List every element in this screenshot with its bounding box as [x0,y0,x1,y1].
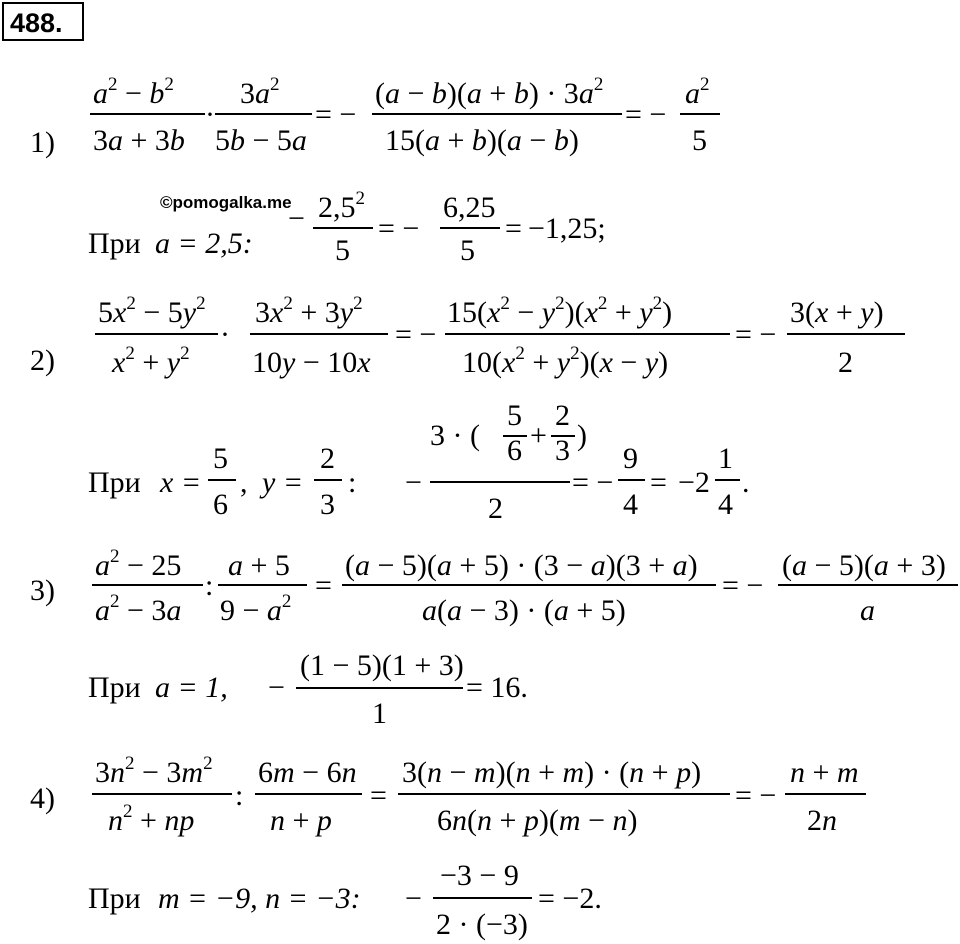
svg-text:= −: = − [315,98,357,131]
item-1-cond: a = 2,5: [155,227,253,260]
item-2-cond-x: x = [160,466,202,499]
item-2-result: −2 [678,466,710,499]
svg-text:(a − b)(a + b) · 3a2: $(a - b)(a + b) \cdot 3a^2$ [375,74,604,110]
svg-text::: : [348,466,357,499]
svg-text:2: 2 [320,442,335,475]
item-3-cond: a = 1, [155,671,228,704]
svg-text:15(x2 − y2)(x2 + y2): $15(x^2 - y^2)(x^2 + y^2)$ [447,293,673,329]
svg-text:2,52: $2,5^2$ [318,188,365,224]
svg-text:5: 5 [460,234,475,267]
item-3-result: = 16. [466,671,528,704]
item-4-label: 4) [30,782,55,815]
svg-text:a(a − 3) · (a + 5): a(a − 3) · (a + 5) [422,594,626,627]
svg-text:=: = [505,212,522,245]
item-4 [30,753,866,941]
item-2-label: 2) [30,344,55,377]
svg-text:,: , [240,466,248,499]
svg-text:−: − [288,202,305,235]
svg-text:2: 2 [488,492,503,525]
svg-text:a: a [860,594,875,627]
svg-text:·: · [205,98,215,131]
svg-text:1: 1 [718,442,733,475]
svg-text:6: 6 [213,488,228,521]
item-3-formula [92,546,958,627]
svg-text:n + p: n + p [270,804,332,837]
svg-text:6,25: 6,25 [443,191,496,224]
svg-text:9: 9 [623,442,638,475]
item-1-cond-text: При [88,227,141,260]
svg-text:·: · [220,318,230,351]
svg-text:2 · (−3): 2 · (−3) [436,908,528,941]
svg-text:= −: = − [735,779,777,812]
svg-text:2: 2 [555,399,570,432]
svg-text:n2 + np: $n^2$ + np [108,801,195,837]
svg-text:a2 − 25: $a^2 - 25$ [95,546,182,582]
svg-text:6m − 6n: 6m − 6n [258,756,357,789]
svg-text:5: 5 [507,399,522,432]
svg-text:3a + 3b: 3a + 3b [93,124,185,157]
watermark: ©pomogalka.me [160,193,292,212]
svg-text:10y − 10x: 10y − 10x [252,346,371,379]
svg-text:3n2 − 3m2: $3n^2 - 3m^2$ [95,753,213,789]
svg-text:= −: = − [395,318,437,351]
svg-text:=: = [650,466,667,499]
svg-text:= −: = − [378,212,420,245]
svg-text:3(n − m)(n + m) · (n + p): 3(n − m)(n + m) · (n + p) [402,756,702,789]
svg-text:2n: 2n [807,804,837,837]
svg-text:4: 4 [718,488,733,521]
svg-text:−: − [405,882,422,915]
svg-text:(a − 5)(a + 5) · (3 − a)(3 + a: (a − 5)(a + 5) · (3 − a)(3 + a) [345,549,698,582]
svg-text:.: . [742,466,750,499]
item-3-calc [268,649,464,730]
svg-text:): ) [577,419,587,452]
svg-text:+: + [530,419,547,452]
svg-text:2: 2 [838,346,853,379]
svg-text:−3 − 9: −3 − 9 [440,859,519,892]
svg-text:6: 6 [507,434,522,467]
svg-text:=: = [315,569,332,602]
item-4-formula [92,753,866,837]
item-3-label: 3) [30,574,55,607]
svg-text:3x2 + 3y2: $3x^2 + 3y^2$ [255,293,363,329]
item-2-calc [405,399,750,525]
svg-text:10(x2 + y2)(x − y): $10(x^2 + y^2)(x - y)$ [462,343,669,379]
svg-text:9 − a2: $9 - a^2$ [220,591,292,627]
svg-text:3a2: $3a^2$ [240,74,280,110]
svg-text:4: 4 [623,488,638,521]
svg-text::: : [205,569,214,602]
svg-text:5: 5 [692,124,707,157]
item-1-calc [288,188,522,267]
svg-text:a2: $a^2$ [685,74,710,110]
item-1-label: 1) [30,126,55,159]
svg-text:= −: = − [722,569,764,602]
svg-text:=: = [370,779,387,812]
item-4-cond: m = −9, n = −3: [158,882,361,915]
item-3-cond-text: При [88,671,141,704]
item-4-result: = −2. [538,882,602,915]
item-2-formula [95,293,905,379]
svg-text:5: 5 [335,234,350,267]
item-4-calc [405,859,532,941]
svg-text:3(x + y): 3(x + y) [790,296,884,329]
svg-text:3 · (: 3 · ( [430,419,480,452]
svg-text:= −: = − [572,466,614,499]
item-2-cond-y: y = [262,466,304,499]
svg-text:5x2 − 5y2: $5x^2 - 5y^2$ [98,293,206,329]
svg-text:(a − 5)(a + 3): (a − 5)(a + 3) [782,549,946,582]
svg-text:15(a + b)(a − b): 15(a + b)(a − b) [385,124,579,157]
svg-text:a2 − b2: $a^2 - b^2$ [93,74,174,110]
item-1-formula [90,74,720,157]
svg-text:= −: = − [625,98,667,131]
svg-text:3: 3 [320,488,335,521]
svg-text:3: 3 [555,434,570,467]
item-2 [30,293,905,525]
svg-text:(1 − 5)(1 + 3): (1 − 5)(1 + 3) [300,649,464,682]
svg-text:a + 5: a + 5 [228,549,290,582]
item-1-result: −1,25; [528,212,606,245]
svg-text:5: 5 [213,442,228,475]
problem-number: 488. [10,8,63,38]
svg-text:−: − [405,466,422,499]
svg-text:−: − [268,671,285,704]
svg-text:a2 − 3a: $a^2 - 3a$ [95,591,182,627]
item-1 [30,74,720,267]
svg-text:1: 1 [372,697,387,730]
svg-text::: : [235,779,244,812]
item-3 [30,546,958,730]
svg-text:n + m: n + m [790,756,859,789]
svg-text:5b − 5a: 5b − 5a [215,124,307,157]
svg-text:= −: = − [735,318,777,351]
svg-text:6n(n + p)(m − n): 6n(n + p)(m − n) [437,804,638,837]
item-2-cond-text: При [88,466,141,499]
item-4-cond-text: При [88,882,141,915]
svg-text:x2 + y2: $x^2 + y^2$ [112,343,190,379]
